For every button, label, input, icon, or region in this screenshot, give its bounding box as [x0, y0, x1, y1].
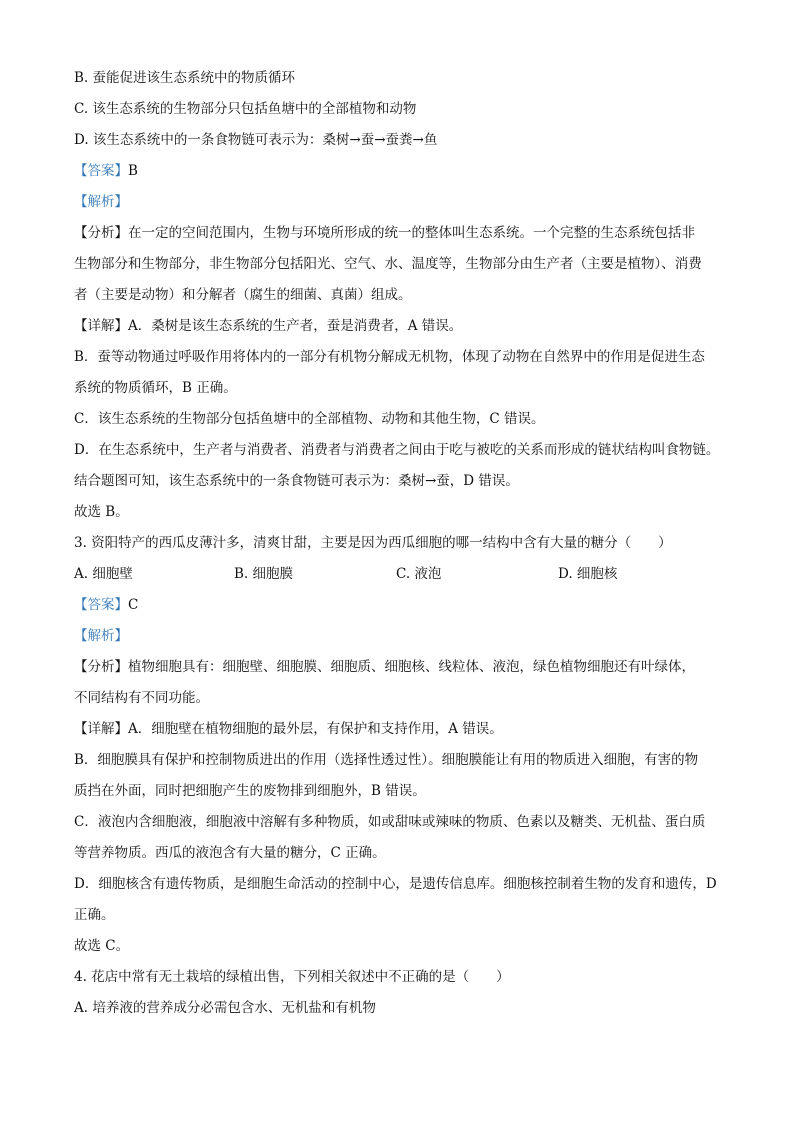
conclusion-text: 故选 B。	[74, 504, 129, 520]
q3-option-b: B. 细胞膜	[234, 566, 294, 582]
analysis-heading	[74, 626, 754, 646]
detail-text: 【详解】A．细胞壁在植物细胞的最外层，有保护和支持作用，A 错误。	[74, 721, 503, 737]
answer-line: 【答案】B	[74, 163, 138, 179]
analysis-heading	[74, 192, 754, 212]
q3-option-a: A. 细胞壁	[74, 566, 133, 582]
analysis-text: 【分析】植物细胞具有：细胞壁、细胞膜、细胞质、细胞核、线粒体、液泡，绿色植物细胞还有叶绿体，	[74, 659, 695, 675]
detail-text: D．在生态系统中，生产者与消费者、消费者与消费者之间由于吃与被吃的关系而形成的链状结构叫食物链。	[74, 442, 720, 458]
answer-tag: 【答案】	[74, 597, 128, 613]
analysis-text: 不同结构有不同功能。	[74, 690, 209, 706]
detail-text: 等营养物质。西瓜的液泡含有大量的糖分，C 正确。	[74, 845, 386, 861]
question-3: 3. 资阳特产的西瓜皮薄汁多，清爽甘甜，主要是因为西瓜细胞的哪一结构中含有大量的糖分（ ）	[74, 535, 672, 551]
detail-text: 正确。	[74, 907, 115, 923]
q4-option-a: A. 培养液的营养成分必需包含水、无机盐和有机物	[74, 1000, 376, 1016]
answer-line: 【答案】C	[74, 597, 139, 613]
analysis-text: 生物部分和生物部分，非生物部分包括阳光、空气、水、温度等，生物部分由生产者（主要是植物）、消费	[74, 256, 702, 272]
option-d: D. 该生态系统中的一条食物链可表示为：桑树→蚕→蚕粪→鱼	[74, 132, 438, 148]
detail-text: 结合题图可知，该生态系统中的一条食物链可表示为：桑树→蚕，D 错误。	[74, 473, 519, 489]
detail-text: D．细胞核含有遗传物质，是细胞生命活动的控制中心，是遗传信息库。细胞核控制着生物的发育和遗传，D	[74, 876, 717, 892]
question-4: 4. 花店中常有无土栽培的绿植出售，下列相关叙述中不正确的是（ ）	[74, 969, 510, 985]
analysis-tag: 【解析】	[74, 194, 128, 210]
detail-text: 【详解】A．桑树是该生态系统的生产者，蚕是消费者，A 错误。	[74, 318, 463, 334]
answer-tag: 【答案】	[74, 163, 128, 179]
analysis-text: 者（主要是动物）和分解者（腐生的细菌、真菌）组成。	[74, 287, 412, 303]
option-b: B. 蚕能促进该生态系统中的物质循环	[74, 70, 296, 86]
option-c: C. 该生态系统的生物部分只包括鱼塘中的全部植物和动物	[74, 101, 417, 117]
q3-option-c: C. 液泡	[396, 566, 442, 582]
q3-option-d: D. 细胞核	[558, 566, 618, 582]
detail-text: 质挡在外面，同时把细胞产生的废物排到细胞外，B 错误。	[74, 783, 426, 799]
conclusion-text: 故选 C。	[74, 938, 130, 954]
detail-text: 系统的物质循环，B 正确。	[74, 380, 237, 396]
analysis-text: 【分析】在一定的空间范围内，生物与环境所形成的统一的整体叫生态系统。一个完整的生态系统包括非	[74, 225, 695, 241]
detail-text: C．液泡内含细胞液，细胞液中溶解有多种物质，如或甜味或辣味的物质、色素以及糖类、无机盐、蛋白质	[74, 814, 706, 830]
detail-text: B．细胞膜具有保护和控制物质进出的作用（选择性透过性）。细胞膜能让有用的物质进入细胞，有害的物	[74, 752, 699, 768]
detail-text: B．蚕等动物通过呼吸作用将体内的一部分有机物分解成无机物，体现了动物在自然界中的作用是促进生态	[74, 349, 705, 365]
detail-text: C．该生态系统的生物部分包括鱼塘中的全部植物、动物和其他生物，C 错误。	[74, 411, 545, 427]
analysis-tag: 【解析】	[74, 628, 128, 644]
